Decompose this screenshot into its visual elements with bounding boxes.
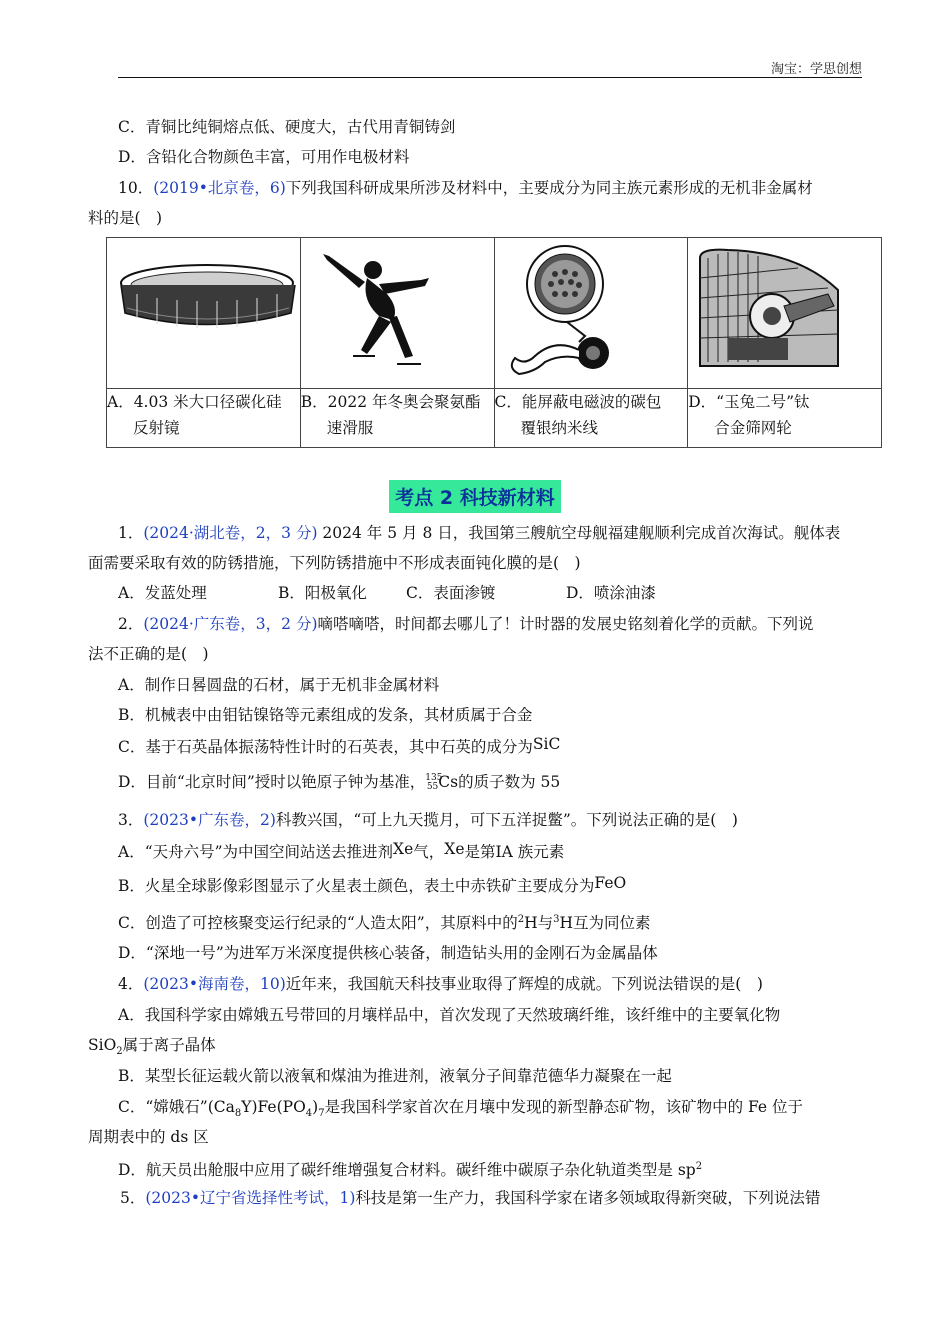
- q3-option-a-xe1: Xe: [393, 840, 414, 858]
- q2-option-a: A．制作日晷圆盘的石材，属于无机非金属材料: [118, 676, 440, 694]
- q4-source: (2023•海南卷，10): [143, 975, 286, 993]
- q5-number: 5．: [120, 1189, 146, 1207]
- q1-option-d: D．喷涂油漆: [566, 584, 656, 602]
- q4-option-a-line2: [88, 1035, 862, 1062]
- speed-skater-illustration-icon: [301, 238, 504, 388]
- q4-option-c-sub1: 8: [234, 1108, 242, 1120]
- nanowire-illustration-icon: [495, 238, 698, 388]
- q4-option-c-text: C．“嫦娥石”(Ca: [118, 1098, 235, 1116]
- q10-option-a-line1: A．4.03 米大口径碳化硅: [107, 393, 282, 411]
- q10-option-c: [494, 389, 688, 448]
- question-4: [118, 974, 862, 994]
- q10-option-c-line2: 覆银纳米线: [520, 419, 599, 437]
- q1-number: 1．: [118, 524, 144, 542]
- option-d-lead: D．含铅化合物颜色丰富，可用作电极材料: [118, 148, 410, 166]
- q2-option-d-mass: 135: [425, 773, 443, 783]
- q10-number: 10．: [118, 179, 154, 197]
- q4-option-c-post: 是我国科学家首次在月壤中发现的新型静态矿物，该矿物中的 Fe 位于: [324, 1098, 804, 1116]
- rover-wheel-illustration-icon: [688, 238, 852, 388]
- q10-option-a-image: [107, 238, 301, 389]
- q10-option-b-line1: B．2022 年冬奥会聚氨酯: [300, 393, 481, 411]
- q10-option-c-line1: C．能屏蔽电磁波的碳包: [494, 393, 662, 411]
- q4-option-a-post: 属于离子晶体: [122, 1036, 216, 1054]
- q3-option-b: [118, 876, 862, 896]
- q10-text: 下列我国科研成果所涉及材料中，主要成分为同主族元素形成的无机非金属材: [285, 179, 813, 197]
- q10-option-d-image: [688, 238, 882, 389]
- header-text: 淘宝：学思创想: [770, 62, 862, 77]
- q1-option-b: B．阳极氧化: [278, 584, 367, 602]
- q3-option-c-text: C．创造了可控核聚变运行纪录的“人造太阳”，其原料中的: [118, 914, 518, 933]
- q3-option-a-text: A．“天舟六号”为中国空间站送去推进剂: [118, 843, 394, 861]
- question-1: [118, 523, 862, 543]
- q3-option-b-formula: FeO: [594, 874, 627, 892]
- q4-option-d-text: D．航天员出舱服中应用了碳纤维增强复合材料。碳纤维中碳原子杂化轨道类型是 sp: [118, 1161, 696, 1180]
- q4-option-c-sub3: 7: [318, 1108, 325, 1120]
- q4-number: 4．: [118, 975, 144, 993]
- q2-option-c-text: C．基于石英晶体振荡特性计时的石英表，其中石英的成分为: [118, 738, 533, 756]
- q10-option-a: [107, 389, 301, 448]
- q1-text: 2024 年 5 月 8 日，我国第三艘航空母舰福建舰顺利完成首次海试。舰体表: [317, 524, 841, 542]
- q1-text-line2: 面需要采取有效的防锈措施，下列防锈措施中不形成表面钝化膜的是( ): [88, 554, 581, 572]
- q4-option-c-line2: 周期表中的 ds 区: [88, 1128, 209, 1146]
- q2-text: 嘀嗒嘀嗒，时间都去哪儿了！计时器的发展史铭刻着化学的贡献。下列说: [317, 615, 814, 633]
- q10-option-b-line2: 速滑服: [326, 419, 374, 437]
- q4-option-c-mid2: ): [312, 1098, 319, 1116]
- q10-option-d-line2: 合金筛网轮: [714, 419, 792, 437]
- q3-option-c-post: 互为同位素: [573, 914, 651, 933]
- q2-source: (2024·广东卷，3，2 分): [143, 615, 318, 633]
- q3-text: 科教兴国，“可上九天揽月，可下五洋捉鳖”。下列说法正确的是( ): [275, 811, 738, 829]
- q3-source: (2023•广东卷，2): [143, 811, 276, 829]
- q2-option-d-text: D．目前“北京时间”授时以铯原子钟为基准，: [118, 773, 426, 791]
- q3-option-c-mid: 与: [537, 914, 554, 933]
- q4-option-c-line1: [118, 1097, 862, 1124]
- q1-source: (2024·湖北卷，2，3 分): [143, 524, 318, 542]
- q5-text: 科技是第一生产力，我国科学家在诸多领域取得新突破，下列说法错: [355, 1189, 821, 1207]
- q1-option-c: C．表面渗镀: [406, 584, 496, 602]
- q10-option-b: [300, 389, 494, 448]
- section-title-wrap: [0, 480, 950, 513]
- question-3: [118, 810, 862, 830]
- q10-option-d: [688, 389, 882, 448]
- question-2: [118, 614, 862, 634]
- q2-option-c: [118, 737, 862, 757]
- q3-option-c: [118, 910, 862, 933]
- q3-option-c-h1: H: [524, 914, 538, 933]
- q2-option-c-formula: SiC: [532, 735, 561, 753]
- q3-option-c-mass1: 2: [517, 914, 525, 925]
- q10-source: (2019•北京卷，6): [153, 179, 286, 197]
- q4-option-a-formula: SiO: [88, 1036, 117, 1054]
- q3-option-a-mid: 气，: [413, 843, 445, 861]
- question-5: [120, 1188, 862, 1208]
- q10-option-a-line2: 反射镜: [133, 419, 180, 437]
- q1-option-a: A．发蓝处理: [118, 584, 207, 602]
- q4-text: 近年来，我国航天科技事业取得了辉煌的成就。下列说法错误的是( ): [285, 975, 763, 993]
- q2-option-d-atomic: 55: [426, 782, 439, 792]
- q1-options: [118, 583, 862, 603]
- option-c-bronze: C．青铜比纯铜熔点低、硬度大，古代用青铜铸剑: [118, 118, 456, 136]
- q2-option-d: [118, 772, 862, 792]
- q10-text-line2: 料的是( ): [88, 209, 163, 227]
- q4-option-d-sup: 2: [695, 1161, 703, 1172]
- q3-number: 3．: [118, 811, 144, 829]
- q3-option-a: [118, 842, 862, 862]
- header-rule: [118, 77, 862, 78]
- q2-option-b: B．机械表中由钼钴镍铬等元素组成的发条，其材质属于合金: [118, 706, 533, 724]
- mirror-illustration-icon: [107, 238, 310, 388]
- q4-option-c-mid1: Y)Fe(PO: [241, 1098, 306, 1116]
- q2-option-d-symbol: Cs: [438, 773, 459, 791]
- q4-option-b: B．某型长征运载火箭以液氧和煤油为推进剂，液氧分子间靠范德华力凝聚在一起: [118, 1067, 672, 1085]
- q10-options-table: [106, 237, 882, 448]
- q2-option-d-post: 的质子数为 55: [458, 773, 561, 791]
- q10-option-d-line1: D．“玉兔二号”钛: [688, 393, 810, 411]
- q4-option-d: [118, 1157, 862, 1180]
- question-10: [118, 178, 862, 198]
- section-title: 考点 2 科技新材料: [389, 480, 560, 513]
- q3-option-c-h2: H: [559, 914, 574, 933]
- q3-option-a-xe2: Xe: [444, 840, 465, 858]
- q4-option-a-line1: A．我国科学家由嫦娥五号带回的月壤样品中，首次发现了天然玻璃纤维，该纤维中的主要氧化物: [118, 1006, 781, 1024]
- q3-option-a-post: 是第ⅠA 族元素: [464, 843, 565, 861]
- q3-option-c-mass2: 3: [553, 914, 560, 925]
- q4-option-a-sub: 2: [116, 1046, 123, 1058]
- q4-option-c-sub2: 4: [305, 1108, 313, 1120]
- q10-option-b-image: [300, 238, 494, 389]
- q5-source: (2023•辽宁省选择性考试，1): [145, 1189, 356, 1207]
- q10-option-c-image: [494, 238, 688, 389]
- q2-text-line2: 法不正确的是( ): [88, 645, 209, 663]
- q3-option-b-text: B．火星全球影像彩图显示了火星表土颜色，表土中赤铁矿主要成分为: [118, 877, 595, 895]
- q3-option-d: D．“深地一号”为进军万米深度提供核心装备，制造钻头用的金刚石为金属晶体: [118, 944, 658, 962]
- q2-number: 2．: [118, 615, 144, 633]
